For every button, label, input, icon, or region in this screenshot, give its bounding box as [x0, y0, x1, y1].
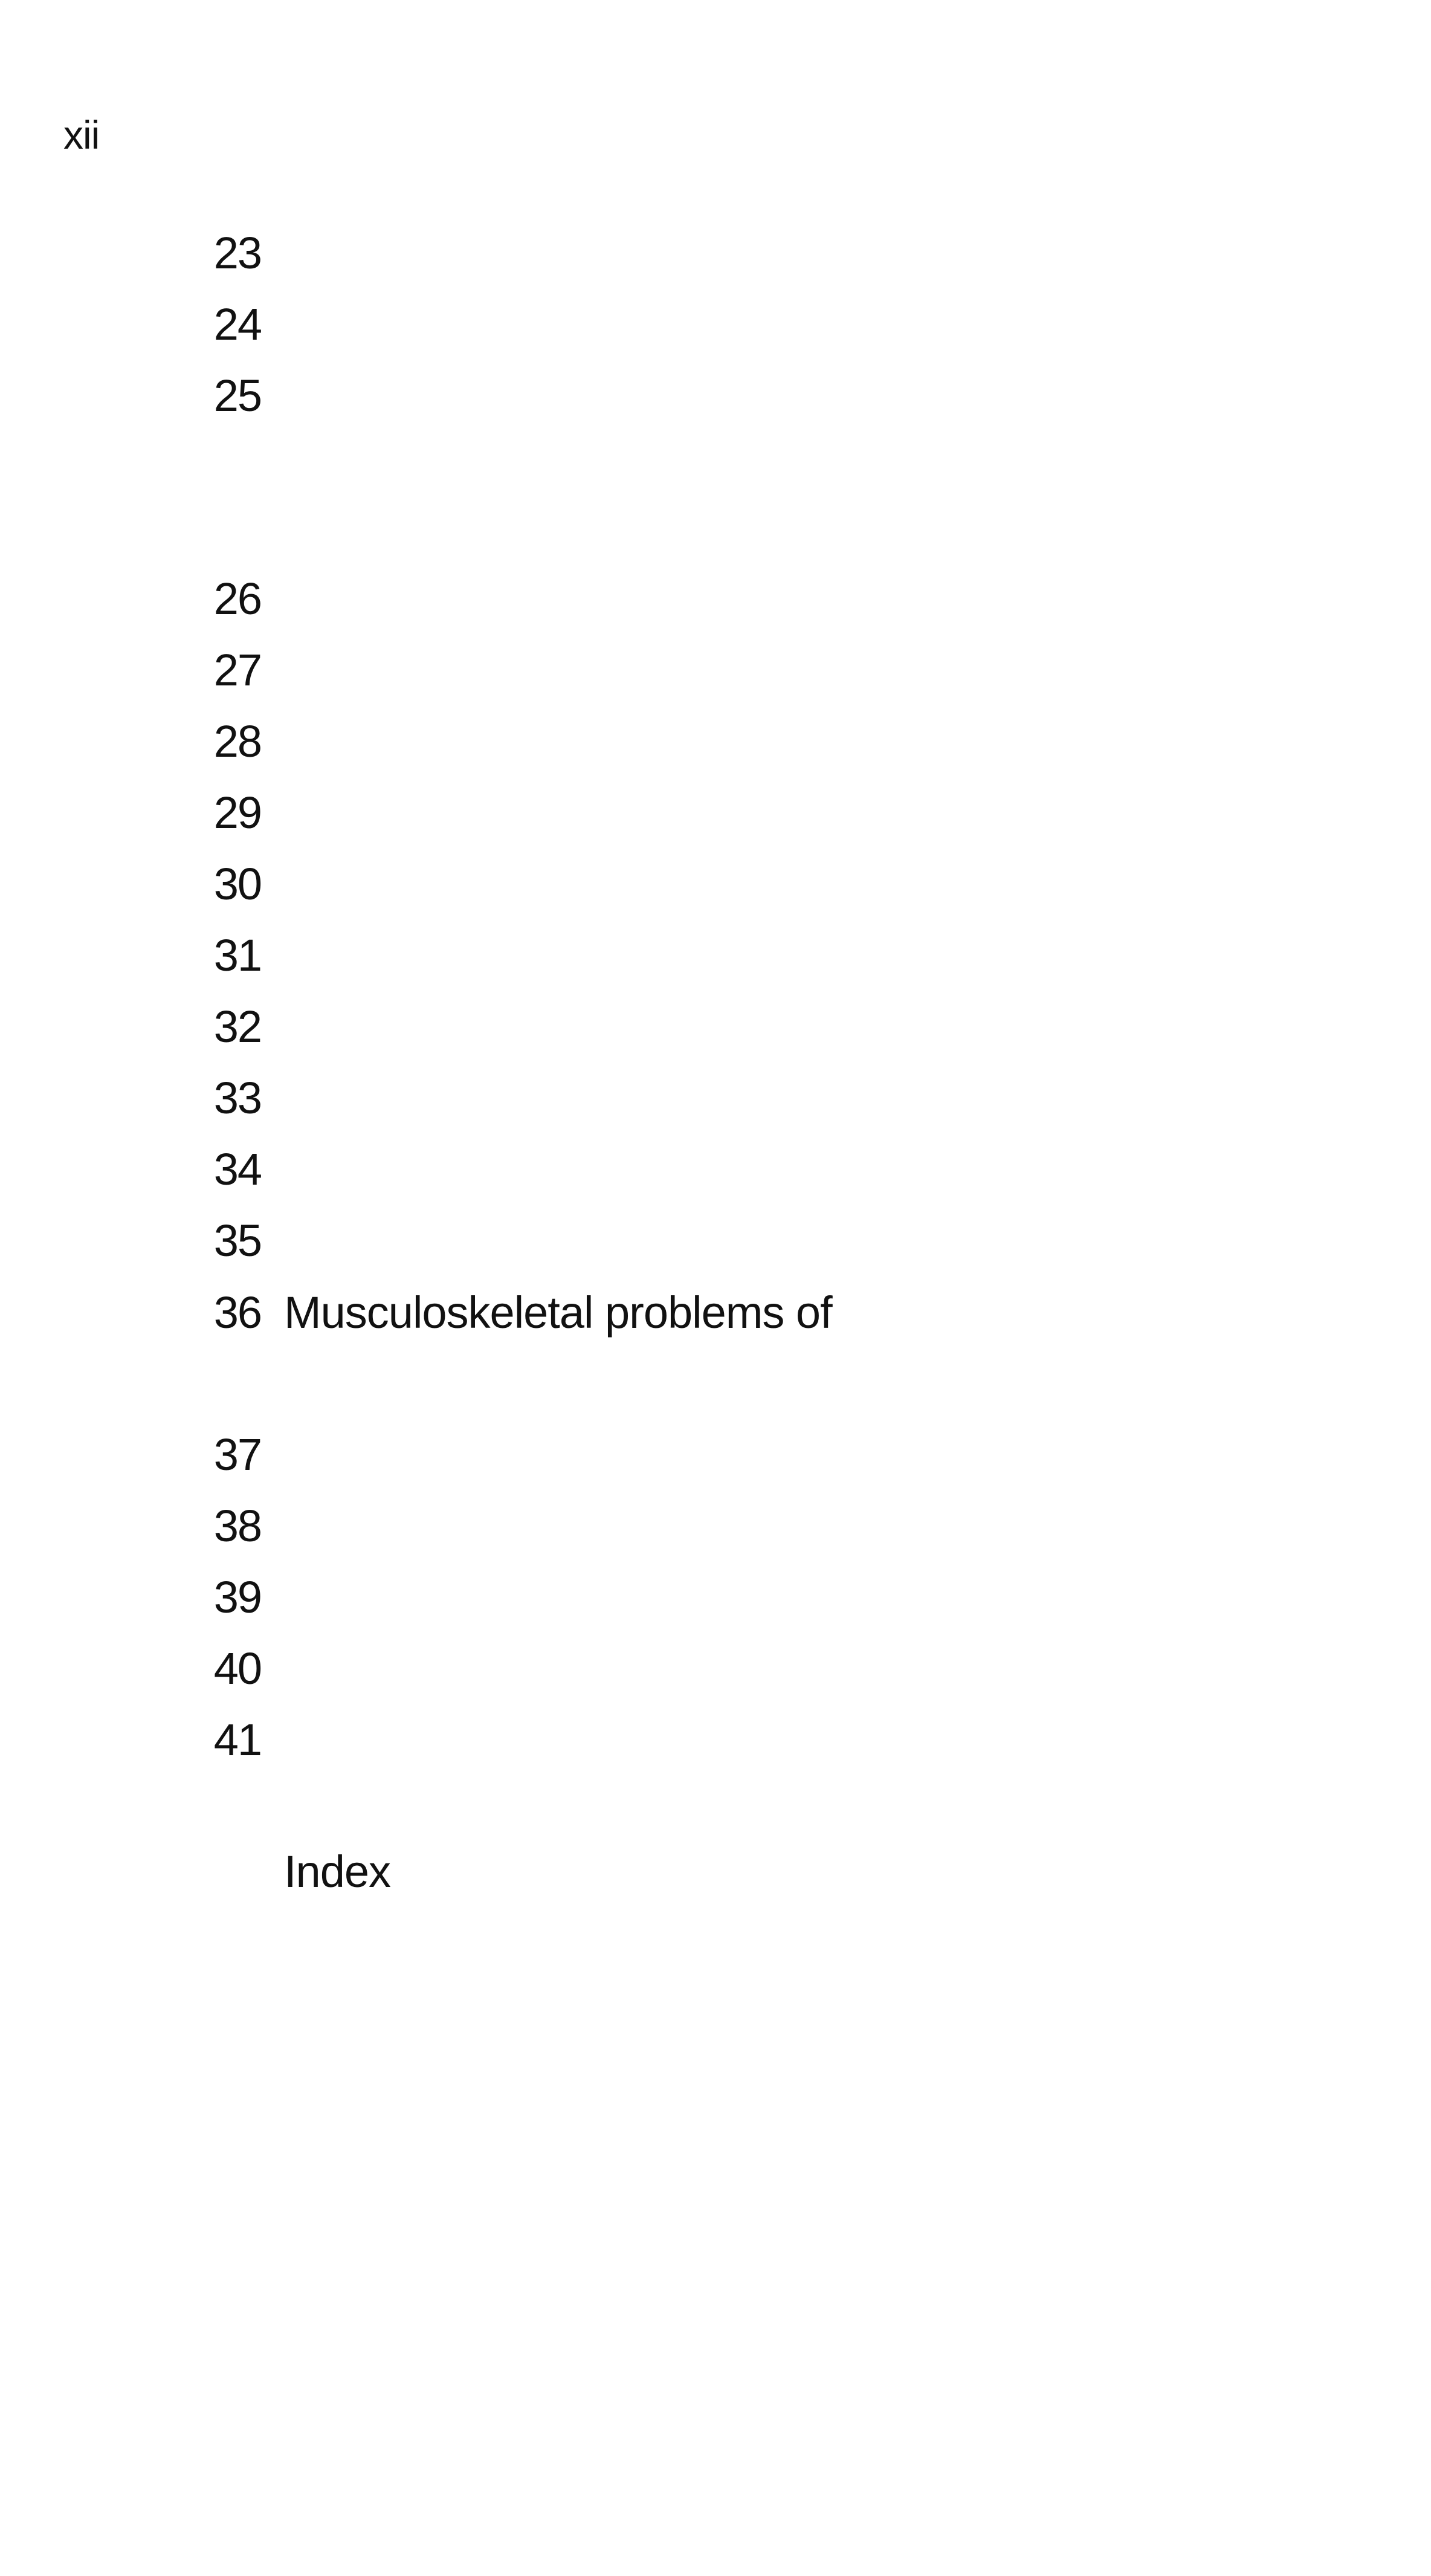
toc-entry [0, 1499, 1431, 1553]
toc-entry [0, 1286, 1431, 1340]
toc-entry [0, 714, 1431, 769]
chapter-number: 36 [213, 1287, 261, 1338]
toc-entry [0, 1428, 1431, 1482]
page-folio: xii [63, 112, 100, 157]
toc-entry [0, 1570, 1431, 1625]
chapter-number: 33 [213, 1073, 261, 1123]
chapter-number: 30 [213, 859, 261, 909]
toc-entry [0, 1214, 1431, 1268]
chapter-number: 37 [213, 1429, 261, 1480]
chapter-number: 23 [213, 228, 261, 278]
chapter-number: 31 [213, 930, 261, 980]
chapter-number: 26 [213, 574, 261, 624]
toc-entry [0, 928, 1431, 983]
toc-entry [0, 857, 1431, 911]
toc-entry [0, 786, 1431, 840]
toc-entry [0, 1000, 1431, 1054]
chapter-number: 38 [213, 1501, 261, 1551]
toc-entry [0, 226, 1431, 280]
toc-entry [0, 1142, 1431, 1197]
chapter-title: Musculoskeletal problems of [284, 1287, 832, 1338]
toc-entry [0, 297, 1431, 352]
toc-entry [0, 1713, 1431, 1767]
chapter-number: 28 [213, 716, 261, 766]
chapter-number: 24 [213, 299, 261, 349]
toc-entry [0, 369, 1431, 423]
chapter-number: 32 [213, 1002, 261, 1052]
chapter-number: 34 [213, 1144, 261, 1194]
toc-entry [0, 643, 1431, 697]
chapter-number: 27 [213, 645, 261, 695]
chapter-number: 29 [213, 788, 261, 838]
chapter-number: 39 [213, 1572, 261, 1622]
chapter-number: 35 [213, 1215, 261, 1266]
index-entry: Index [284, 1846, 391, 1897]
chapter-number: 25 [213, 371, 261, 421]
toc-entry [0, 1642, 1431, 1696]
chapter-number: 40 [213, 1643, 261, 1694]
toc-entry [0, 572, 1431, 626]
chapter-number: 41 [213, 1715, 261, 1765]
toc-entry [0, 1071, 1431, 1125]
